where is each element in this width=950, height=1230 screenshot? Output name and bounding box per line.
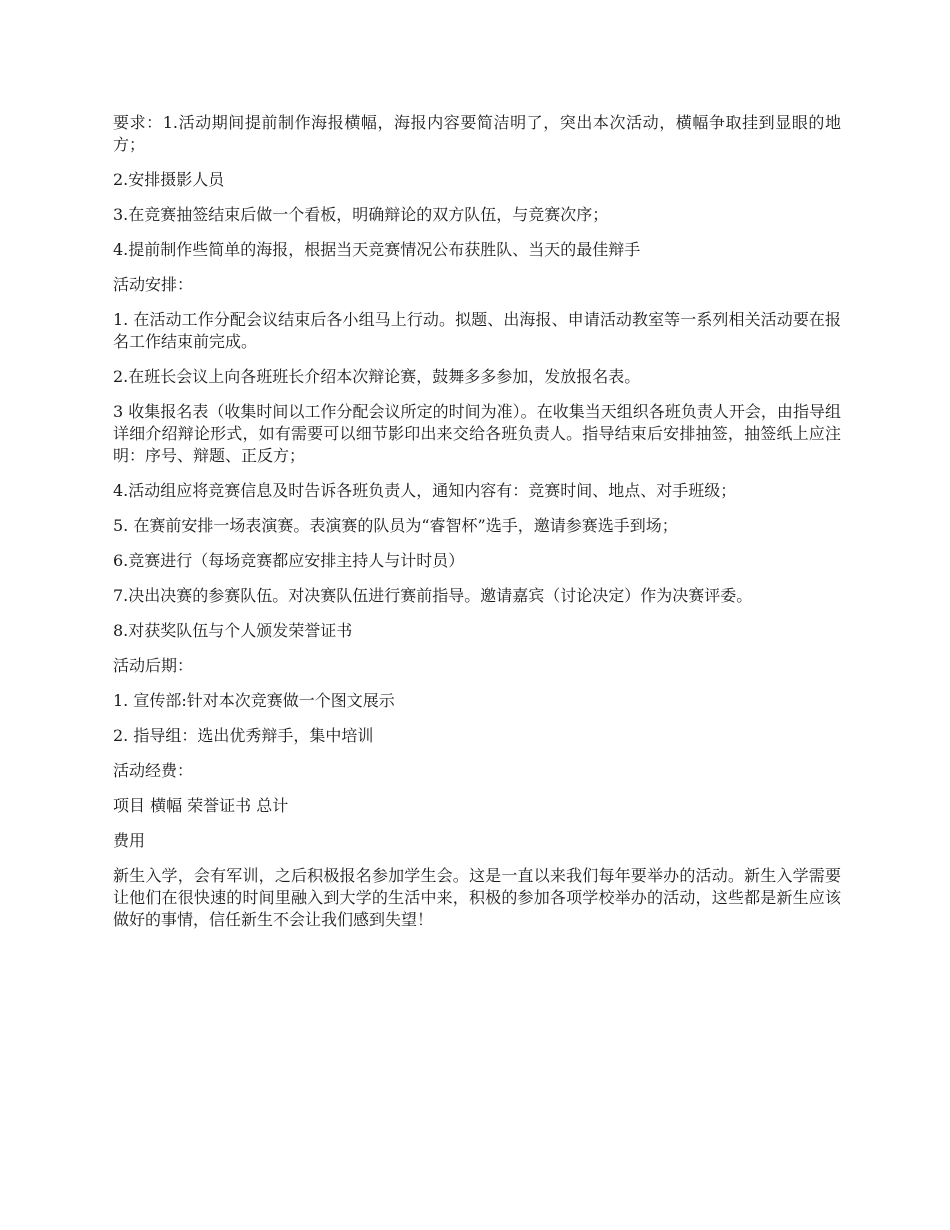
arrangement-item-5: 5. 在赛前安排一场表演赛。表演赛的队员为“睿智杯”选手，邀请参赛选手到场； [113, 516, 678, 535]
post-activity-item-1: 1. 宣传部:针对本次竞赛做一个图文展示 [113, 691, 395, 710]
budget-cost-row: 费用 [113, 831, 146, 850]
arrangement-item-2: 2.在班长会议上向各班班长介绍本次辩论赛，鼓舞多多参加，发放报名表。 [113, 367, 641, 386]
requirement-item-4: 4.提前制作些简单的海报，根据当天竞赛情况公布获胜队、当天的最佳辩手 [113, 240, 641, 259]
requirement-item-2: 2.安排摄影人员 [113, 170, 225, 189]
requirement-item-3: 3.在竞赛抽签结束后做一个看板，明确辩论的双方队伍，与竞赛次序； [113, 205, 609, 224]
arrangement-item-8: 8.对获奖队伍与个人颁发荣誉证书 [113, 621, 353, 640]
post-activity-item-2: 2. 指导组：选出优秀辩手，集中培训 [113, 726, 374, 745]
closing-paragraph: 新生入学，会有军训，之后积极报名参加学生会。这是一直以来我们每年要举办的活动。新生入学需要让他们在很快速的时间里融入到大学的生活中来，积极的参加各项学校举办的活动，这些都是新生应该做好的事情，信任新生不会让我们感到失望！ [113, 866, 841, 929]
arrangement-item-3: 3 收集报名表（收集时间以工作分配会议所定的时间为准）。在收集当天组织各班负责人开会，由指导组详细介绍辩论形式，如有需要可以细节影印出来交给各班负责人。指导结束后安排抽签，抽签纸上应注明：序号、辩题、正反方； [113, 402, 841, 465]
arrangement-item-4: 4.活动组应将竞赛信息及时告诉各班负责人，通知内容有：竞赛时间、地点、对手班级； [113, 481, 737, 500]
document-body [113, 112, 841, 944]
section-heading-budget: 活动经费： [113, 761, 194, 780]
section-heading-post-activity: 活动后期： [113, 656, 194, 675]
arrangement-item-6: 6.竞赛进行（每场竞赛都应安排主持人与计时员） [113, 551, 465, 570]
arrangement-item-1: 1. 在活动工作分配会议结束后各小组马上行动。拟题、出海报、申请活动教室等一系列相关活动要在报名工作结束前完成。 [113, 310, 841, 351]
section-heading-arrangement: 活动安排： [113, 275, 194, 294]
budget-items-row: 项目 横幅 荣誉证书 总计 [113, 796, 289, 815]
arrangement-item-7: 7.决出决赛的参赛队伍。对决赛队伍进行赛前指导。邀请嘉宾（讨论决定）作为决赛评委。 [113, 586, 753, 605]
requirements-paragraph: 要求：1.活动期间提前制作海报横幅，海报内容要简洁明了，突出本次活动，横幅争取挂到显眼的地方； [113, 113, 841, 154]
